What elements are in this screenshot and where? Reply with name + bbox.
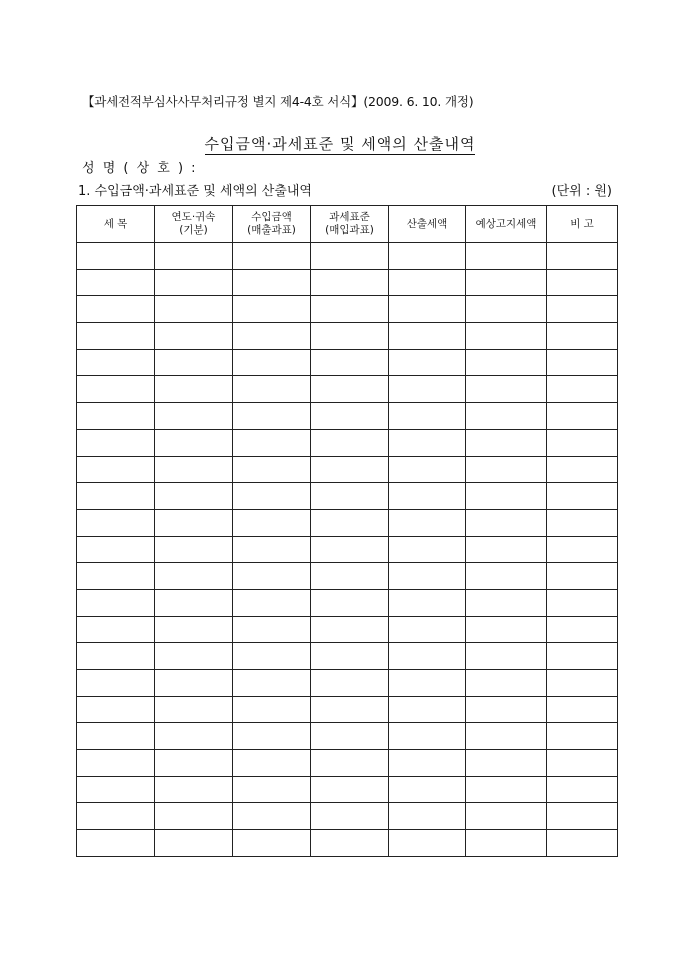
table-cell[interactable] (77, 376, 155, 403)
table-cell[interactable] (155, 349, 233, 376)
table-cell[interactable] (466, 563, 547, 590)
table-body (77, 243, 618, 857)
column-header-revenue-sublabel: (매출과표) (247, 224, 296, 236)
table-cell[interactable] (547, 536, 618, 563)
table-cell[interactable] (155, 696, 233, 723)
table-row (77, 776, 618, 803)
table-cell[interactable] (311, 456, 389, 483)
column-header-revenue-label: 수입금액 (251, 211, 292, 223)
table-row (77, 723, 618, 750)
table-cell[interactable] (389, 376, 466, 403)
column-header-computed-tax (389, 206, 466, 243)
table-cell[interactable] (466, 403, 547, 430)
table-cell[interactable] (155, 563, 233, 590)
table-cell[interactable] (466, 696, 547, 723)
table-cell[interactable] (389, 563, 466, 590)
table-cell[interactable] (233, 296, 311, 323)
table-row (77, 589, 618, 616)
table-cell[interactable] (311, 803, 389, 830)
table-row (77, 643, 618, 670)
table-cell[interactable] (233, 563, 311, 590)
document-title-text: 수입금액·과세표준 및 세액의 산출내역 (204, 135, 476, 153)
table-cell[interactable] (77, 296, 155, 323)
column-header-remarks-label: 비 고 (570, 217, 594, 230)
table-cell[interactable] (155, 323, 233, 350)
table-cell[interactable] (311, 750, 389, 777)
table-cell[interactable] (547, 589, 618, 616)
table-cell[interactable] (466, 803, 547, 830)
table-row (77, 403, 618, 430)
unit-note: (단위 : 원) (551, 184, 612, 199)
table-cell[interactable] (233, 349, 311, 376)
table-cell[interactable] (547, 323, 618, 350)
table-cell[interactable] (77, 403, 155, 430)
column-header-tax-base-label: 과세표준 (329, 211, 370, 223)
table-cell[interactable] (466, 750, 547, 777)
table-cell[interactable] (547, 296, 618, 323)
table-cell[interactable] (389, 723, 466, 750)
table-cell[interactable] (77, 830, 155, 857)
table-row (77, 750, 618, 777)
table-cell[interactable] (77, 349, 155, 376)
table-row (77, 563, 618, 590)
table-row (77, 429, 618, 456)
table-row (77, 670, 618, 697)
table-cell[interactable] (77, 509, 155, 536)
table-cell[interactable] (155, 376, 233, 403)
table-cell[interactable] (547, 803, 618, 830)
table-cell[interactable] (233, 589, 311, 616)
table-cell[interactable] (389, 803, 466, 830)
table-cell[interactable] (466, 616, 547, 643)
table-row (77, 830, 618, 857)
table-cell[interactable] (155, 509, 233, 536)
table-cell[interactable] (77, 456, 155, 483)
table-cell[interactable] (466, 589, 547, 616)
table-cell[interactable] (547, 643, 618, 670)
table-cell[interactable] (233, 776, 311, 803)
table-cell[interactable] (155, 429, 233, 456)
table-cell[interactable] (311, 616, 389, 643)
table-cell[interactable] (233, 509, 311, 536)
table-cell[interactable] (233, 643, 311, 670)
table-row (77, 536, 618, 563)
table-cell[interactable] (77, 269, 155, 296)
table-cell[interactable] (547, 483, 618, 510)
column-header-year (155, 206, 233, 243)
table-cell[interactable] (233, 456, 311, 483)
table-cell[interactable] (155, 403, 233, 430)
table-cell[interactable] (466, 323, 547, 350)
table-row (77, 269, 618, 296)
table-cell[interactable] (233, 536, 311, 563)
column-header-tax-base (311, 206, 389, 243)
table-cell[interactable] (389, 750, 466, 777)
table-cell[interactable] (466, 509, 547, 536)
column-header-computed-tax-label: 산출세액 (406, 217, 448, 230)
column-header-year-label: 연도·귀속 (171, 211, 216, 223)
column-header-expected-tax (466, 206, 547, 243)
table-cell[interactable] (389, 616, 466, 643)
table-cell[interactable] (389, 269, 466, 296)
table-cell[interactable] (233, 323, 311, 350)
table-cell[interactable] (233, 723, 311, 750)
table-cell[interactable] (155, 483, 233, 510)
table-cell[interactable] (466, 376, 547, 403)
table-row (77, 456, 618, 483)
table-cell[interactable] (233, 670, 311, 697)
table-cell[interactable] (155, 723, 233, 750)
table-cell[interactable] (155, 589, 233, 616)
table-cell[interactable] (547, 269, 618, 296)
table-cell[interactable] (311, 403, 389, 430)
table-cell[interactable] (389, 403, 466, 430)
table-row (77, 803, 618, 830)
table-cell[interactable] (389, 429, 466, 456)
column-header-tax-item (77, 206, 155, 243)
table-cell[interactable] (77, 803, 155, 830)
table-cell[interactable] (466, 830, 547, 857)
table-cell[interactable] (155, 750, 233, 777)
table-cell[interactable] (311, 509, 389, 536)
table-cell[interactable] (389, 643, 466, 670)
table-cell[interactable] (311, 243, 389, 270)
table-cell[interactable] (77, 750, 155, 777)
table-cell[interactable] (547, 750, 618, 777)
name-label: 성 명 ( 상 호 ) : (82, 161, 198, 176)
table-cell[interactable] (389, 776, 466, 803)
table-cell[interactable] (547, 616, 618, 643)
table-row (77, 323, 618, 350)
table-cell[interactable] (233, 616, 311, 643)
table-cell[interactable] (233, 269, 311, 296)
table-cell[interactable] (311, 563, 389, 590)
table-cell[interactable] (311, 376, 389, 403)
table-cell[interactable] (311, 589, 389, 616)
table-cell[interactable] (389, 296, 466, 323)
table-cell[interactable] (389, 243, 466, 270)
table-row (77, 296, 618, 323)
table-cell[interactable] (389, 670, 466, 697)
form-reference-header: 【과세전적부심사사무처리규정 별지 제4-4호 서식】(2009. 6. 10. 개정) (82, 94, 474, 109)
table-cell[interactable] (311, 670, 389, 697)
table-cell[interactable] (547, 456, 618, 483)
table-cell[interactable] (547, 429, 618, 456)
table-row (77, 509, 618, 536)
document-title (0, 133, 680, 154)
table-cell[interactable] (389, 456, 466, 483)
table-cell[interactable] (547, 376, 618, 403)
table-cell[interactable] (389, 589, 466, 616)
column-header-revenue (233, 206, 311, 243)
table-cell[interactable] (311, 723, 389, 750)
table-row (77, 616, 618, 643)
table-cell[interactable] (389, 349, 466, 376)
table-cell[interactable] (547, 349, 618, 376)
table-cell[interactable] (77, 589, 155, 616)
table-cell[interactable] (466, 670, 547, 697)
table-cell[interactable] (233, 750, 311, 777)
table-cell[interactable] (155, 670, 233, 697)
table-cell[interactable] (311, 776, 389, 803)
table-row (77, 483, 618, 510)
table-cell[interactable] (77, 696, 155, 723)
table-cell[interactable] (233, 429, 311, 456)
table-cell[interactable] (155, 616, 233, 643)
table-cell[interactable] (77, 536, 155, 563)
table-cell[interactable] (77, 616, 155, 643)
table-cell[interactable] (466, 429, 547, 456)
table-row (77, 243, 618, 270)
table-cell[interactable] (233, 830, 311, 857)
table-cell[interactable] (466, 349, 547, 376)
table-cell[interactable] (547, 830, 618, 857)
table-cell[interactable] (311, 269, 389, 296)
table-header-row (77, 206, 618, 243)
table-cell[interactable] (77, 643, 155, 670)
calculation-table (76, 205, 618, 857)
table-cell[interactable] (389, 696, 466, 723)
table-cell[interactable] (77, 243, 155, 270)
table-cell[interactable] (233, 803, 311, 830)
table-cell[interactable] (466, 456, 547, 483)
table-cell[interactable] (311, 696, 389, 723)
table-cell[interactable] (233, 696, 311, 723)
table-cell[interactable] (466, 483, 547, 510)
table-cell[interactable] (547, 243, 618, 270)
column-header-year-sublabel: (기분) (179, 224, 208, 236)
column-header-remarks (547, 206, 618, 243)
table-cell[interactable] (311, 483, 389, 510)
table-cell[interactable] (77, 776, 155, 803)
table-cell[interactable] (466, 536, 547, 563)
column-header-tax-base-sublabel: (매입과표) (325, 224, 374, 236)
table-cell[interactable] (155, 536, 233, 563)
table-cell[interactable] (547, 509, 618, 536)
table-cell[interactable] (466, 776, 547, 803)
table-cell[interactable] (547, 776, 618, 803)
table-cell[interactable] (233, 376, 311, 403)
table-cell[interactable] (155, 296, 233, 323)
table-cell[interactable] (466, 296, 547, 323)
table-cell[interactable] (233, 243, 311, 270)
table-cell[interactable] (77, 323, 155, 350)
table-cell[interactable] (311, 830, 389, 857)
table-cell[interactable] (233, 403, 311, 430)
table-row (77, 349, 618, 376)
table-cell[interactable] (77, 670, 155, 697)
table-cell[interactable] (155, 830, 233, 857)
table-cell[interactable] (155, 243, 233, 270)
table-cell[interactable] (155, 803, 233, 830)
table-cell[interactable] (155, 456, 233, 483)
table-cell[interactable] (311, 296, 389, 323)
table-cell[interactable] (389, 483, 466, 510)
table-cell[interactable] (547, 403, 618, 430)
table-cell[interactable] (466, 269, 547, 296)
table-cell[interactable] (466, 723, 547, 750)
table-cell[interactable] (77, 723, 155, 750)
section-heading: 1. 수입금액·과세표준 및 세액의 산출내역 (78, 184, 312, 199)
table-cell[interactable] (311, 536, 389, 563)
table-cell[interactable] (389, 509, 466, 536)
table-cell[interactable] (311, 349, 389, 376)
table-cell[interactable] (389, 830, 466, 857)
table-cell[interactable] (77, 429, 155, 456)
table-cell[interactable] (547, 696, 618, 723)
table-cell[interactable] (77, 563, 155, 590)
table-cell[interactable] (547, 563, 618, 590)
table-cell[interactable] (233, 483, 311, 510)
table-cell[interactable] (155, 776, 233, 803)
table-cell[interactable] (311, 429, 389, 456)
table-cell[interactable] (311, 323, 389, 350)
table-row (77, 376, 618, 403)
table-cell[interactable] (466, 643, 547, 670)
table-cell[interactable] (547, 670, 618, 697)
table-row (77, 696, 618, 723)
table-cell[interactable] (155, 643, 233, 670)
table-cell[interactable] (155, 269, 233, 296)
table-cell[interactable] (311, 643, 389, 670)
column-header-tax-item-label: 세 목 (103, 217, 128, 230)
table-cell[interactable] (547, 723, 618, 750)
table-cell[interactable] (389, 536, 466, 563)
column-header-expected-tax-label: 예상고지세액 (475, 217, 537, 230)
table-cell[interactable] (389, 323, 466, 350)
table-cell[interactable] (466, 243, 547, 270)
table-cell[interactable] (77, 483, 155, 510)
